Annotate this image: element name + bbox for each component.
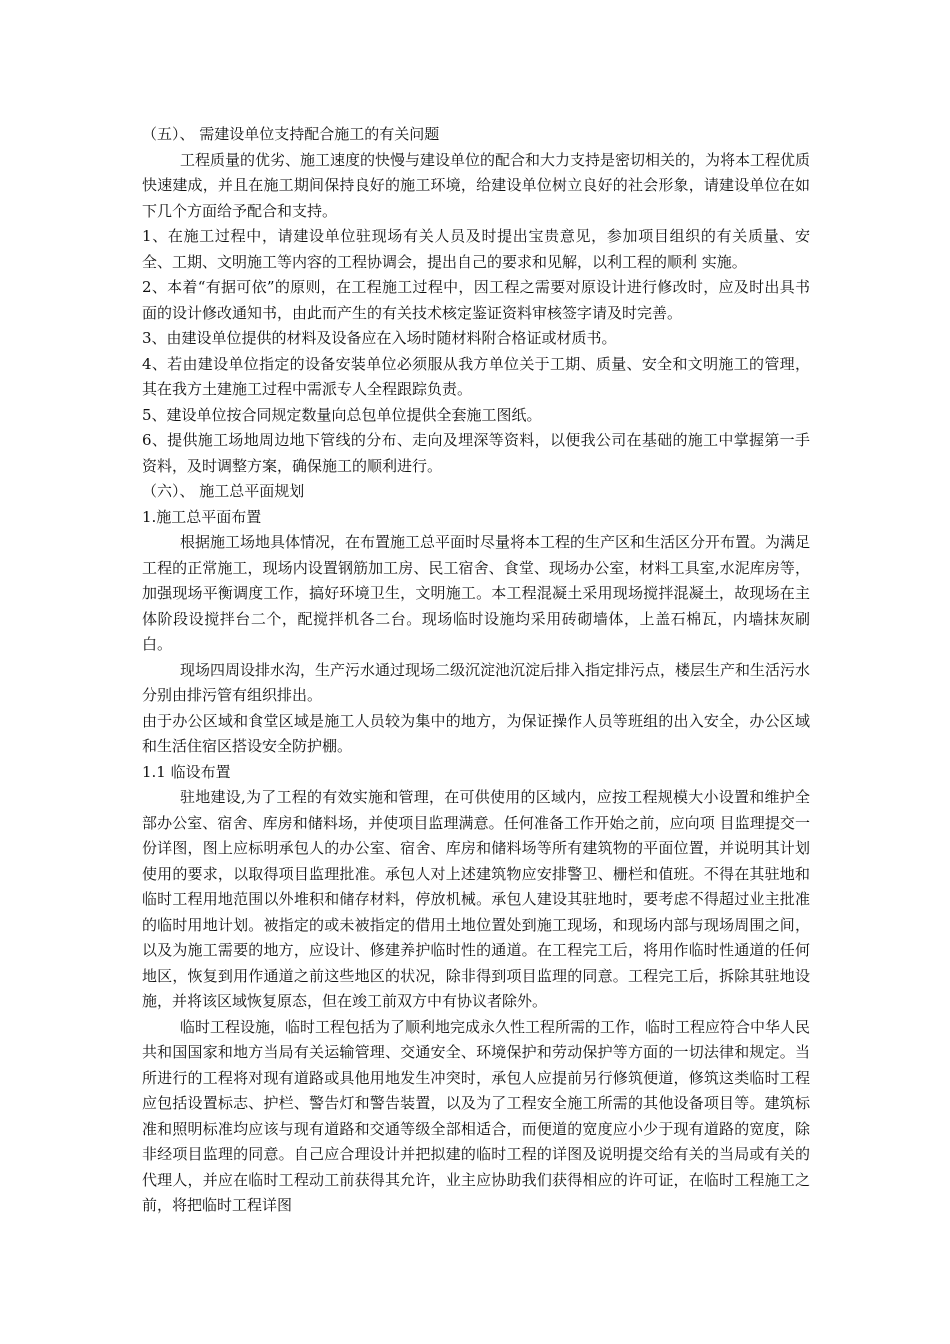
- list-item: 2、本着“有据可依”的原则，在工程施工过程中，因工程之需要对原设计进行修改时，应及时出具书面的设计修改通知书，由此而产生的有关技术核定鉴证资料审核签字请及时完善。: [142, 278, 810, 322]
- paragraph: 现场四周设排水沟，生产污水通过现场二级沉淀池沉淀后排入指定排污点，楼层生产和生活污水分别由排污管有组织排出。: [142, 660, 811, 704]
- subsection-1-1-heading: 1.1 临设布置: [142, 762, 231, 781]
- list-item: 4、若由建设单位指定的设备安装单位必须服从我方单位关于工期、质量、安全和文明施工的管理，其在我方土建施工过程中需派专人全程跟踪负责。: [142, 354, 810, 398]
- list-item: 5、建设单位按合同规定数量向总包单位提供全套施工图纸。: [142, 405, 542, 424]
- list-item: 6、提供施工场地周边地下管线的分布、走向及埋深等资料，以便我公司在基础的施工中掌握第一手资料，及时调整方案，确保施工的顺利进行。: [142, 431, 810, 475]
- paragraph: 驻地建设,为了工程的有效实施和管理，在可供使用的区域内，应按工程规模大小设置和维护全部办公室、宿舍、库房和储料场，并使项目监理满意。任何准备工作开始之前，应向项 目监理提交一份详图，图上应标明承包人的办公室、宿舍、库房和储料场等所有建筑物的平面位置，并说明其计划使用的要求，以取得项目监理批准。承包人对上述建筑物应安排警卫、栅栏和值班。不得在其驻地和临时工程用地范围以外堆积和储存材料，停放机械。承包人建设其驻地时，要考虑不得超过业主批准的临时用地计划。被指定的或未被指定的借用土地位置处到施工现场，和现场内部与现场周围之间，以及为施工需要的地方，应设计、修建养护临时性的通道。在工程完工后，将用作临时性通道的任何地区，恢复到用作通道之前这些地区的状况，除非得到项目监理的同意。工程完工后，拆除其驻地设施，并将该区域恢复原态，但在竣工前双方中有协议者除外。: [142, 788, 810, 1010]
- list-item: 3、由建设单位提供的材料及设备应在入场时随材料附合格证或材质书。: [142, 329, 617, 347]
- paragraph: 由于办公区域和食堂区域是施工人员较为集中的地方，为保证操作人员等班组的出入安全，办公区域和生活住宿区搭设安全防护棚。: [142, 711, 810, 755]
- subsection-1-heading: 1.施工总平面布置: [142, 507, 262, 526]
- section-5-intro: 工程质量的优劣、施工速度的快慢与建设单位的配合和大力支持是密切相关的，为将本工程优质快速建成，并且在施工期间保持良好的施工环境，给建设单位树立良好的社会形象，请建设单位在如下几个方面给予配合和支持。: [142, 150, 811, 220]
- paragraph: 根据施工场地具体情况，在布置施工总平面时尽量将本工程的生产区和生活区分开布置。为满足工程的正常施工，现场内设置钢筋加工房、民工宿舍、食堂、现场办公室，材料工具室,水泥库房等，加强现场平衡调度工作，搞好环境卫生，文明施工。本工程混凝土采用现场搅拌混凝土，故现场在主体阶段设搅拌台二个，配搅拌机各二台。现场临时设施均采用砖砌墙体，上盖石棉瓦，内墙抹灰刷白。: [142, 533, 811, 653]
- paragraph: 临时工程设施，临时工程包括为了顺利地完成永久性工程所需的工作，临时工程应符合中华人民共和国国家和地方当局有关运输管理、交通安全、环境保护和劳动保护等方面的一切法律和规定。当所进行的工程将对现有道路或具他用地发生冲突时，承包人应提前另行修筑便道，修筑这类临时工程应包括设置标志、护栏、警告灯和警告装置，以及为了工程安全施工所需的其他设备项目等。建筑标准和照明标准均应该与现有道路和交通等级全部相适合，而便道的宽度应小少于现有道路的宽度，除非经项目监理的同意。自己应合理设计并把拟建的临时工程的详图及说明提交给有关的当局或有关的代理人，并应在临时工程动工前获得其允许，业主应协助我们获得相应的许可证，在临时工程施工之前，将把临时工程详图: [142, 1017, 811, 1214]
- section-5-heading: （五）、 需建设单位支持配合施工的有关问题: [142, 125, 440, 143]
- list-item: 1、在施工过程中，请建设单位驻现场有关人员及时提出宝贵意见，参加项目组织的有关质量、安全、工期、文明施工等内容的工程协调会，提出自己的要求和见解，以利工程的顺利 实施。: [142, 227, 810, 271]
- section-6-heading: （六）、 施工总平面规划: [142, 482, 305, 500]
